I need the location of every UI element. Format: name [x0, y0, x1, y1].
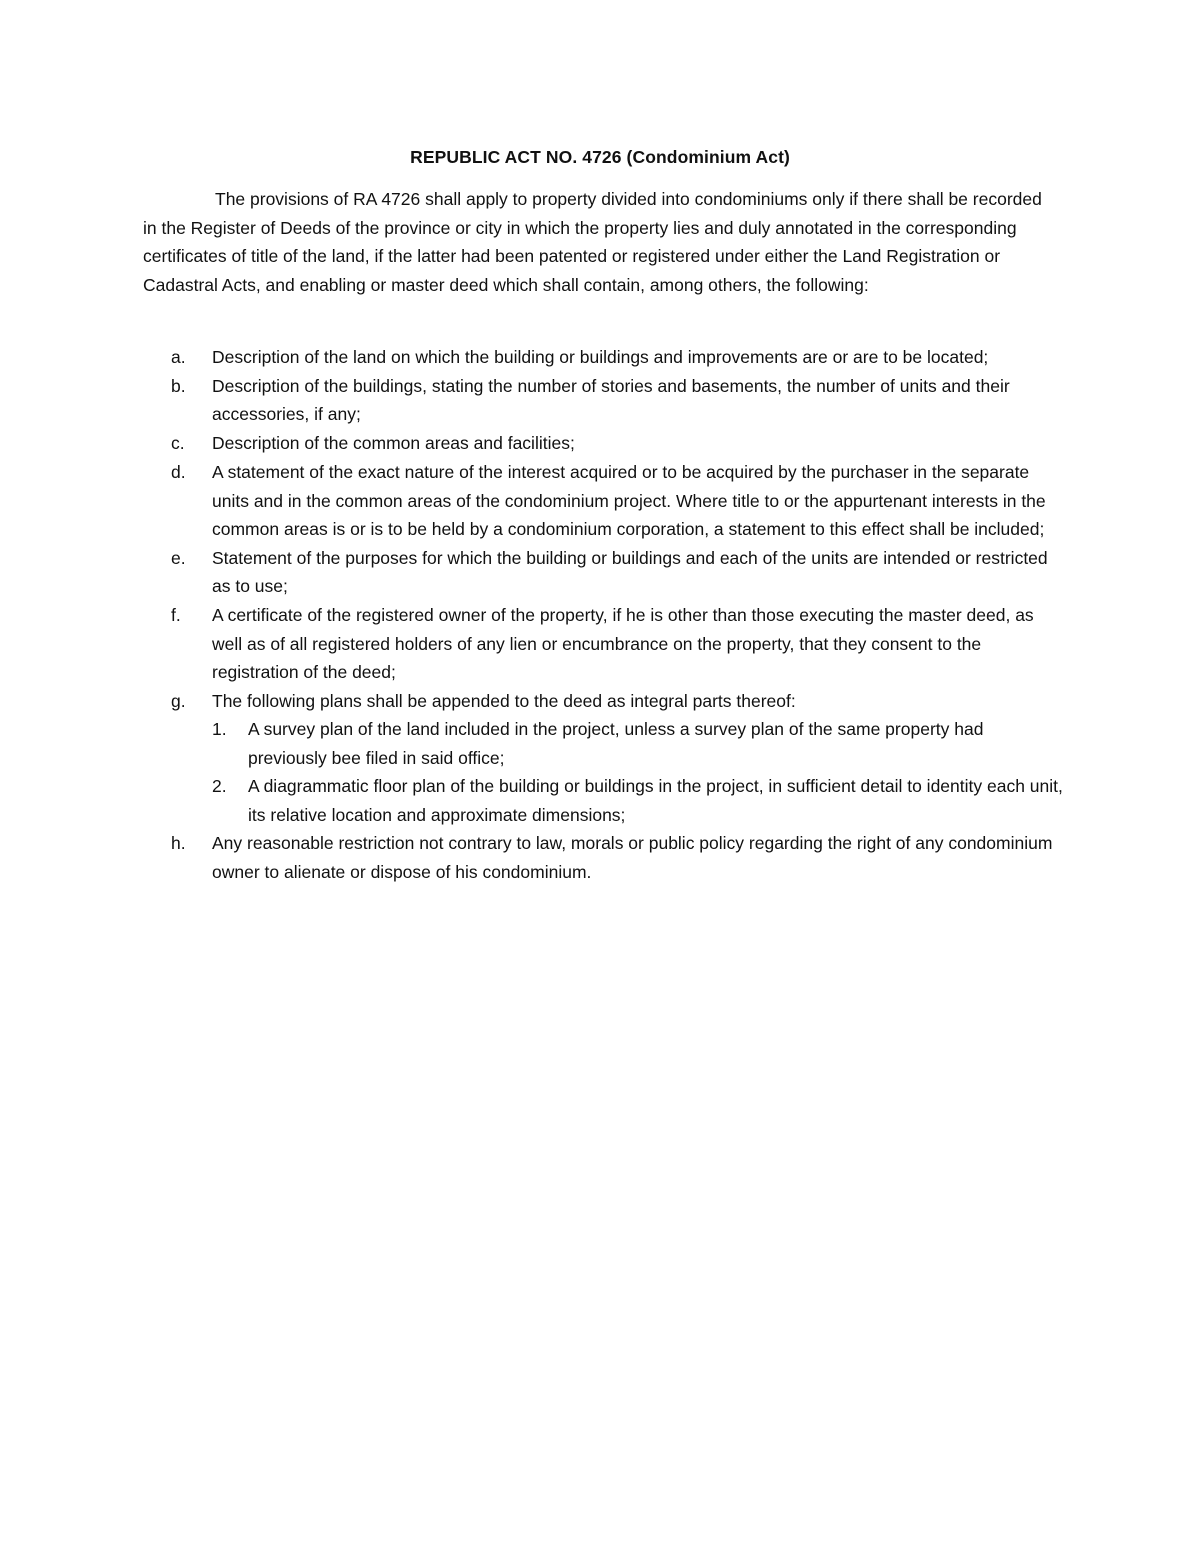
list-item [143, 343, 1063, 371]
list-item [143, 458, 1063, 543]
list-marker: c. [171, 433, 185, 454]
list-item-text: Description of the common areas and facilities; [212, 433, 575, 454]
list-item [143, 601, 1063, 686]
list-item [143, 544, 1063, 601]
list-item-text: Any reasonable restriction not contrary to law, morals or public policy regarding the right of any condominium owner to alienate or dispose of his condominium. [212, 833, 1053, 882]
list-marker: f. [171, 605, 181, 626]
list-item-text: Description of the land on which the building or buildings and improvements are or are to be located; [212, 347, 989, 367]
list-marker: h. [171, 833, 186, 854]
list-item-text: Statement of the purposes for which the building or buildings and each of the units are intended or restricted as to use; [212, 547, 1048, 597]
list-marker: b. [171, 375, 186, 396]
list-item [143, 687, 1063, 829]
list-item-text: Description of the buildings, stating the number of stories and basements, the number of units and their accessories, if any; [212, 375, 1010, 425]
plans-sublist [212, 715, 1063, 829]
list-item-text: A certificate of the registered owner of the property, if he is other than those executing the master deed, as well as of all registered holders of any lien or encumbrance on the property, that they consent to the registration of the deed; [212, 605, 1034, 682]
sublist-item [212, 772, 1063, 829]
sublist-marker: 2. [212, 776, 227, 797]
list-item-text: The following plans shall be appended to the deed as integral parts thereof: [212, 690, 796, 711]
list-item [143, 372, 1063, 429]
sublist-item-text: A survey plan of the land included in the project, unless a survey plan of the same property had previously bee filed in said office; [248, 719, 984, 768]
sublist-item-text: A diagrammatic floor plan of the building or buildings in the project, in sufficient detail to identity each unit, its relative location and approximate dimensions; [248, 776, 1063, 825]
list-item [143, 829, 1063, 886]
sublist-item [212, 715, 1063, 772]
list-marker: e. [171, 547, 186, 568]
list-item-text: A statement of the exact nature of the interest acquired or to be acquired by the purchaser in the separate units and in the common areas of the condominium project. Where title to or the appurtenant interests in the common areas is or is to be held by a condominium corporation, a statement to this effect shall be included; [212, 462, 1046, 539]
intro-paragraph: The provisions of RA 4726 shall apply to property divided into condominiums only if there shall be recorded in the Register of Deeds of the province or city in which the property lies and duly annotated in the corresponding certificates of title of the land, if the latter had been patented or registered under either the Land Registration or Cadastral Acts, and enabling or master deed which shall contain, among others, the following: [143, 189, 1042, 295]
list-marker: d. [171, 462, 186, 483]
requirements-list [143, 343, 1063, 887]
list-item [143, 429, 1063, 457]
document-title: REPUBLIC ACT NO. 4726 (Condominium Act) [410, 147, 790, 167]
list-marker: g. [171, 690, 186, 711]
list-marker: a. [171, 347, 186, 367]
sublist-marker: 1. [212, 719, 227, 740]
